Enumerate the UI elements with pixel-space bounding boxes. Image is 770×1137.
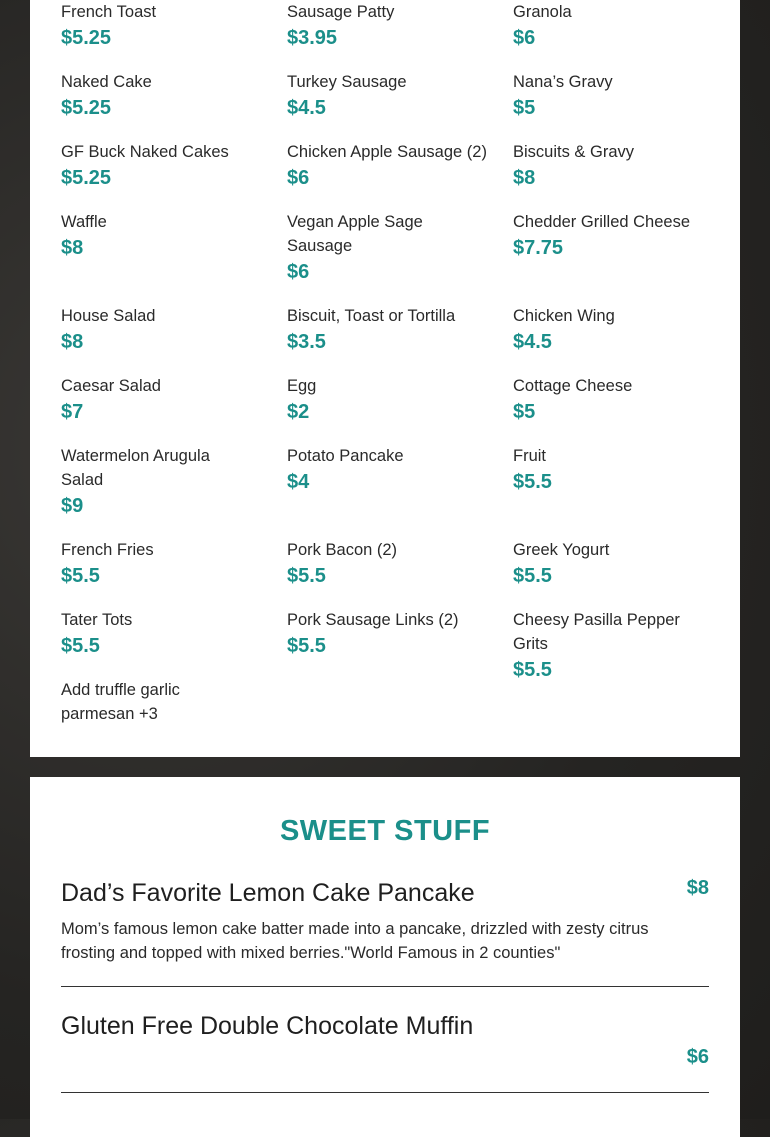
item-price: $5.5 — [513, 565, 552, 587]
item-name: Cottage Cheese — [513, 377, 633, 395]
item-name: Egg — [287, 377, 317, 395]
item-name: Nana’s Gravy — [513, 73, 613, 91]
item-price: $5.5 — [61, 635, 100, 657]
item-price: $5 — [513, 401, 536, 423]
menu-item — [287, 304, 497, 355]
menu-item — [513, 538, 723, 589]
item-price: $6 — [686, 1046, 709, 1068]
item-name: Biscuit, Toast or Tortilla — [287, 307, 456, 325]
item-name: Chicken Wing — [513, 307, 615, 325]
menu-item — [61, 70, 271, 121]
item-price: $4.5 — [513, 331, 552, 353]
item-price: $5.5 — [513, 471, 552, 493]
menu-item — [513, 608, 693, 683]
sweet-stuff-card — [30, 777, 740, 1137]
item-price: $5.5 — [287, 635, 326, 657]
item-name: Pork Bacon (2) — [287, 541, 398, 559]
menu-item — [513, 374, 723, 425]
item-price: $5.25 — [61, 167, 112, 189]
menu-item — [287, 0, 497, 51]
item-name: Watermelon Arugula Salad — [61, 447, 210, 489]
item-price: $5.5 — [287, 565, 326, 587]
item-name: GF Buck Naked Cakes — [61, 143, 229, 161]
menu-item — [61, 538, 271, 589]
item-price: $5.5 — [513, 659, 552, 681]
item-price: $8 — [513, 167, 536, 189]
item-price: $7.75 — [513, 237, 564, 259]
item-name: Dad’s Favorite Lemon Cake Pancake — [61, 879, 475, 907]
menu-item — [513, 0, 723, 51]
menu-item — [287, 374, 497, 425]
item-price: $8 — [61, 237, 84, 259]
menu-item — [61, 304, 271, 355]
item-name: Waffle — [61, 213, 107, 231]
item-price: $8 — [61, 331, 84, 353]
menu-item — [61, 140, 271, 191]
item-name: Chedder Grilled Cheese — [513, 213, 691, 231]
menu-item — [287, 210, 457, 285]
item-name: Cheesy Pasilla Pepper Grits — [513, 611, 680, 653]
item-price: $3.95 — [287, 27, 338, 49]
item-price: $5.5 — [61, 565, 100, 587]
menu-item — [513, 70, 723, 121]
menu-item — [513, 210, 723, 261]
item-name: House Salad — [61, 307, 156, 325]
menu-item — [287, 70, 497, 121]
sides-menu-card — [30, 0, 740, 757]
item-price: $9 — [61, 495, 84, 517]
item-name: Vegan Apple Sage Sausage — [287, 213, 423, 255]
item-price: $8 — [686, 877, 709, 899]
section-title: SWEET STUFF — [279, 815, 491, 847]
item-name: Chicken Apple Sausage (2) — [287, 143, 487, 161]
item-price: $4 — [287, 471, 310, 493]
item-name: Fruit — [513, 447, 546, 465]
item-name: Caesar Salad — [61, 377, 161, 395]
menu-item — [61, 444, 241, 519]
item-name: Sausage Patty — [287, 3, 395, 21]
item-name: French Toast — [61, 3, 157, 21]
menu-item — [61, 374, 271, 425]
item-name: Granola — [513, 3, 572, 21]
divider — [61, 986, 709, 987]
item-name: Add truffle garlic parmesan +3 — [61, 681, 180, 723]
item-price: $6 — [513, 27, 536, 49]
item-name: Greek Yogurt — [513, 541, 610, 559]
item-price: $3.5 — [287, 331, 326, 353]
menu-item-note — [61, 678, 221, 726]
item-name: Potato Pancake — [287, 447, 404, 465]
divider — [61, 1092, 709, 1093]
item-name: French Fries — [61, 541, 154, 559]
menu-item — [287, 538, 497, 589]
menu-item — [287, 608, 497, 659]
item-name: Naked Cake — [61, 73, 152, 91]
item-price: $2 — [287, 401, 310, 423]
featured-item — [61, 877, 709, 965]
menu-item — [61, 608, 271, 659]
menu-item — [513, 140, 723, 191]
item-name: Biscuits & Gravy — [513, 143, 635, 161]
item-name: Tater Tots — [61, 611, 133, 629]
item-price: $6 — [287, 167, 310, 189]
menu-item — [61, 210, 271, 261]
menu-item — [287, 140, 497, 191]
menu-item — [61, 0, 271, 51]
menu-item — [513, 304, 723, 355]
menu-item — [513, 444, 723, 495]
item-price: $5.25 — [61, 27, 112, 49]
item-price: $7 — [61, 401, 84, 423]
featured-item — [61, 1010, 709, 1068]
item-price: $6 — [287, 261, 310, 283]
item-price: $5 — [513, 97, 536, 119]
menu-item — [287, 444, 497, 495]
item-description: Mom’s famous lemon cake batter made into a pancake, drizzled with zesty citrus frosting and topped with mixed berries."World Famous in 2 counties" — [61, 920, 649, 962]
item-price: $4.5 — [287, 97, 326, 119]
item-name: Pork Sausage Links (2) — [287, 611, 459, 629]
item-name: Gluten Free Double Chocolate Muffin — [61, 1012, 474, 1040]
item-name: Turkey Sausage — [287, 73, 407, 91]
item-price: $5.25 — [61, 97, 112, 119]
